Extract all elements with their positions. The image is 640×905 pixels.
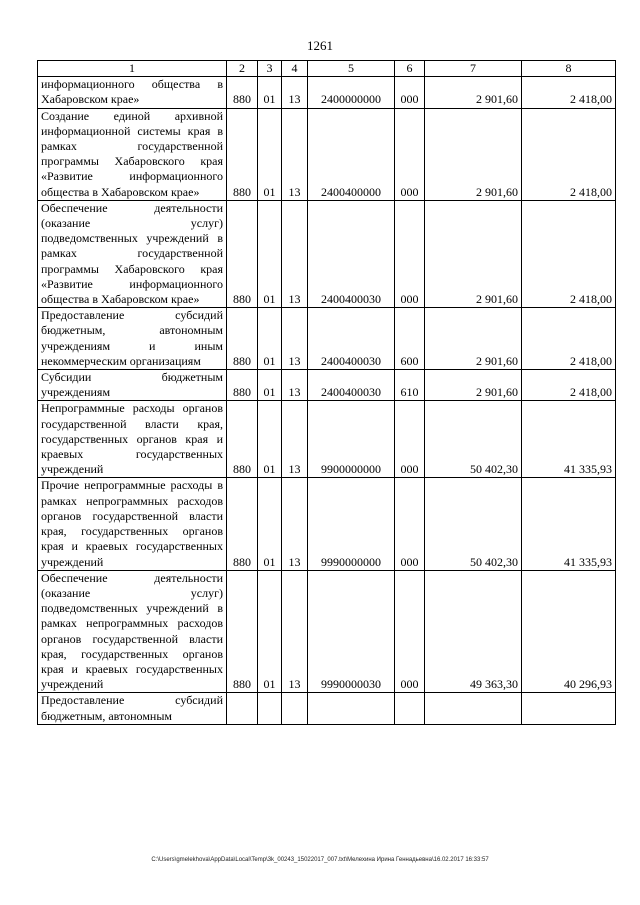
row-name: Субсидии бюджетным учреждениям — [38, 370, 227, 401]
cell-target-article: 2400400000 — [308, 108, 395, 200]
row-name: Непрограммные расходы органов государственной власти края, государственных органов края и краевых государственных учреждений — [38, 401, 227, 478]
table-header-row — [38, 61, 616, 77]
row-name: Прочие непрограммные расходы в рамках непрограммных расходов органов государственной власти края, государственных органов края и краевых государственных учреждений — [38, 478, 227, 570]
cell-code: 880 — [227, 401, 258, 478]
cell-section: 01 — [258, 401, 282, 478]
cell-code: 880 — [227, 478, 258, 570]
cell-target-article — [308, 693, 395, 724]
cell-amount-8 — [522, 693, 616, 724]
cell-target-article: 2400000000 — [308, 77, 395, 108]
cell-subsection: 13 — [282, 308, 308, 370]
cell-amount-8: 2 418,00 — [522, 77, 616, 108]
column-header: 5 — [308, 61, 395, 77]
cell-section: 01 — [258, 478, 282, 570]
table-row — [38, 401, 616, 478]
column-header: 7 — [425, 61, 522, 77]
cell-amount-7: 2 901,60 — [425, 308, 522, 370]
column-header: 1 — [38, 61, 227, 77]
cell-code — [227, 693, 258, 724]
cell-section: 01 — [258, 77, 282, 108]
cell-subsection: 13 — [282, 370, 308, 401]
cell-expense-type — [395, 693, 425, 724]
cell-expense-type: 000 — [395, 401, 425, 478]
cell-amount-7: 2 901,60 — [425, 108, 522, 200]
column-header: 8 — [522, 61, 616, 77]
cell-amount-8: 2 418,00 — [522, 108, 616, 200]
cell-amount-8: 2 418,00 — [522, 370, 616, 401]
cell-subsection — [282, 693, 308, 724]
cell-section: 01 — [258, 108, 282, 200]
row-name: информационного общества в Хабаровском крае» — [38, 77, 227, 108]
cell-section: 01 — [258, 308, 282, 370]
cell-amount-7: 2 901,60 — [425, 77, 522, 108]
cell-section: 01 — [258, 370, 282, 401]
row-name: Предоставление субсидий бюджетным, автономным учреждениям и иным некоммерческим организациям — [38, 308, 227, 370]
cell-expense-type: 000 — [395, 108, 425, 200]
cell-target-article: 2400400030 — [308, 370, 395, 401]
table-row — [38, 77, 616, 108]
page-number: 1261 — [307, 38, 333, 53]
cell-amount-7: 2 901,60 — [425, 370, 522, 401]
row-name: Предоставление субсидий бюджетным, автономным — [38, 693, 227, 724]
cell-amount-8: 2 418,00 — [522, 200, 616, 307]
table-row — [38, 108, 616, 200]
cell-target-article: 9990000000 — [308, 478, 395, 570]
row-name: Обеспечение деятельности (оказание услуг) подведомственных учреждений в рамках государственной программы Хабаровского края «Развитие информационного общества в Хабаровском крае» — [38, 200, 227, 307]
budget-table — [37, 60, 616, 725]
cell-section: 01 — [258, 570, 282, 693]
cell-code: 880 — [227, 570, 258, 693]
cell-code: 880 — [227, 108, 258, 200]
cell-amount-8: 41 335,93 — [522, 401, 616, 478]
cell-subsection: 13 — [282, 570, 308, 693]
cell-target-article: 2400400030 — [308, 308, 395, 370]
cell-section: 01 — [258, 200, 282, 307]
cell-subsection: 13 — [282, 401, 308, 478]
row-name: Создание единой архивной информационной системы края в рамках государственной программы Хабаровского края «Развитие информационного общества в Хабаровском крае» — [38, 108, 227, 200]
cell-code: 880 — [227, 370, 258, 401]
cell-target-article: 9990000030 — [308, 570, 395, 693]
cell-expense-type: 600 — [395, 308, 425, 370]
cell-expense-type: 000 — [395, 77, 425, 108]
cell-target-article: 2400400030 — [308, 200, 395, 307]
cell-code: 880 — [227, 308, 258, 370]
cell-amount-7: 50 402,30 — [425, 401, 522, 478]
column-header: 4 — [282, 61, 308, 77]
cell-amount-7 — [425, 693, 522, 724]
table-row — [38, 370, 616, 401]
cell-subsection: 13 — [282, 108, 308, 200]
cell-amount-7: 2 901,60 — [425, 200, 522, 307]
cell-amount-7: 49 363,30 — [425, 570, 522, 693]
cell-code: 880 — [227, 77, 258, 108]
cell-expense-type: 000 — [395, 200, 425, 307]
cell-target-article: 9900000000 — [308, 401, 395, 478]
row-name: Обеспечение деятельности (оказание услуг) подведомственных учреждений в рамках непрограммных расходов органов государственной власти края, государственных органов края и краевых государственных учреждений — [38, 570, 227, 693]
cell-subsection: 13 — [282, 77, 308, 108]
column-header: 3 — [258, 61, 282, 77]
cell-expense-type: 000 — [395, 478, 425, 570]
cell-subsection: 13 — [282, 478, 308, 570]
table-row — [38, 570, 616, 693]
table-row — [38, 693, 616, 724]
column-header: 2 — [227, 61, 258, 77]
cell-amount-7: 50 402,30 — [425, 478, 522, 570]
table-row — [38, 308, 616, 370]
cell-subsection: 13 — [282, 200, 308, 307]
cell-amount-8: 40 296,93 — [522, 570, 616, 693]
cell-section — [258, 693, 282, 724]
cell-code: 880 — [227, 200, 258, 307]
table-row — [38, 200, 616, 307]
cell-amount-8: 2 418,00 — [522, 308, 616, 370]
cell-amount-8: 41 335,93 — [522, 478, 616, 570]
footer-file-path: C:\Users\gmelekhova\AppData\Local\Temp\3k_00243_15022017_007.txt\Мелехина Ирина Геннадьевна\16.02.2017 16:33:57 — [151, 857, 489, 863]
column-header: 6 — [395, 61, 425, 77]
cell-expense-type: 000 — [395, 570, 425, 693]
table-row — [38, 478, 616, 570]
cell-expense-type: 610 — [395, 370, 425, 401]
